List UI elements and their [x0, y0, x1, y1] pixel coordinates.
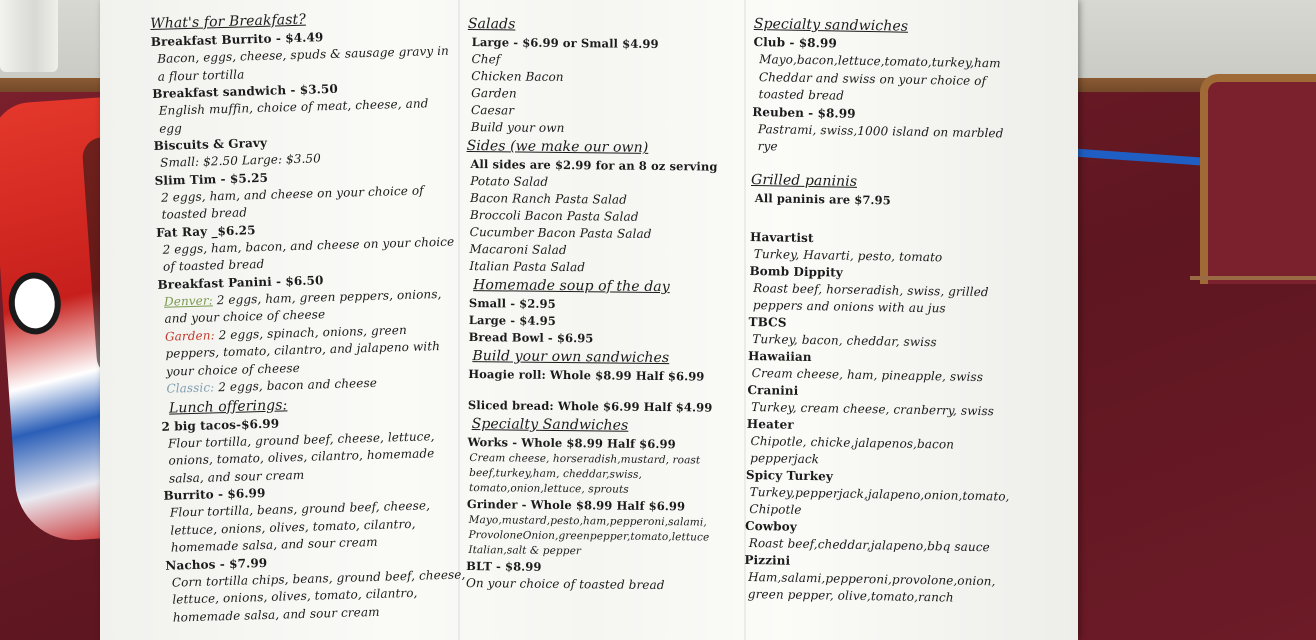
- side-item: Cucumber Bacon Pasta Salad: [469, 225, 652, 241]
- section-heading-paninis: Grilled paninis: [750, 171, 858, 190]
- panini-name: Cranini: [747, 382, 799, 398]
- salad-item: Chef: [471, 52, 501, 67]
- menu-item-desc: Pastrami, swiss,1000 island on marbled rye: [757, 121, 1004, 154]
- panini-name: Spicy Turkey: [745, 467, 834, 483]
- variant-desc: 2 eggs, spinach, onions, green peppers, tomato, cilantro, and jalapeno with your choice of cheese: [165, 322, 441, 379]
- panini-desc: Turkey, bacon, cheddar, swiss: [752, 331, 937, 349]
- panini-desc: Roast beef, horseradish, swiss, grilled peppers and onions with au jus: [752, 280, 989, 315]
- menu-item-title: Breakfast Burrito - $4.49: [150, 30, 324, 49]
- side-item: Potato Salad: [470, 174, 549, 189]
- menu-item-title: Breakfast Panini - $6.50: [157, 272, 324, 292]
- menu-sheet: [100, 0, 1078, 640]
- menu-item-title: Slim Tim - $5.25: [154, 170, 269, 188]
- panini-name: Pizzini: [744, 552, 791, 568]
- panini-desc: Turkey, cream cheese, cranberry, swiss: [751, 399, 995, 418]
- wall-pipe: [0, 0, 58, 72]
- menu-item-title: Grinder - Whole $8.99 Half $6.99: [466, 497, 686, 514]
- panini-name: TBCS: [748, 314, 787, 330]
- menu-item-title: BLT - $8.99: [466, 559, 542, 574]
- menu-item-title: Breakfast sandwich - $3.50: [152, 81, 339, 101]
- chip-bag-logo-icon: [7, 271, 63, 336]
- variant-desc: 2 eggs, ham, green peppers, onions, and your choice of cheese: [164, 286, 442, 326]
- panini-desc: Ham,salami,pepperoni,provolone,onion, green pepper, olive,tomato,ranch: [747, 569, 996, 605]
- section-heading-sides: Sides (we make our own): [466, 137, 649, 156]
- variant-label: Garden:: [164, 327, 215, 344]
- menu-item-desc: On your choice of toasted bread: [465, 576, 665, 593]
- menu-item-desc: Bacon, eggs, cheese, spuds & sausage gravy in a flour tortilla: [157, 43, 450, 84]
- menu-item-title: Fat Ray _$6.25: [155, 222, 256, 240]
- menu-item-title: Biscuits & Gravy: [153, 135, 268, 153]
- menu-item-desc: English muffin, choice of meat, cheese, and egg: [158, 96, 429, 136]
- variant-label: Classic:: [166, 380, 215, 396]
- menu-item-title: Burrito - $6.99: [163, 485, 266, 503]
- menu-item-title: Works - Whole $8.99 Half $6.99: [467, 435, 676, 452]
- salad-item: Garden: [471, 86, 517, 101]
- variant-desc: 2 eggs, bacon and cheese: [214, 375, 378, 395]
- menu-item-title: Reuben - $8.99: [752, 104, 856, 121]
- panini-name: Bomb Dippity: [749, 263, 844, 280]
- menu-item-title: Nachos - $7.99: [165, 555, 268, 573]
- menu-item-desc: Mayo,mustard,pesto,ham,pepperoni,salami, ProvoloneOnion,greenpepper,tomato,lettuce Italian,salt & pepper: [468, 514, 710, 558]
- panini-name: Hawaiian: [747, 348, 812, 364]
- section-heading-soup: Homemade soup of the day: [473, 277, 670, 296]
- section-heading-salads: Salads: [467, 15, 516, 33]
- panini-desc: Cream cheese, ham, pineapple, swiss: [751, 365, 984, 384]
- side-item: Bacon Ranch Pasta Salad: [469, 191, 628, 207]
- soup-price: Bread Bowl - $6.95: [468, 330, 594, 346]
- salad-item: Build your own: [470, 120, 565, 136]
- panini-name: Heater: [746, 416, 794, 432]
- menu-item-desc: Cream cheese, horseradish,mustard, roast beef,turkey,ham, cheddar,swiss, tomato,onion,lettuce, sprouts: [468, 452, 701, 496]
- salad-item: Chicken Bacon: [471, 69, 564, 85]
- sides-note: All sides are $2.99 for an 8 oz serving: [470, 157, 718, 174]
- menu-item-desc: Flour tortilla, ground beef, cheese, lettuce, onions, tomato, olives, cilantro, homemade salsa, and sour cream: [167, 428, 435, 486]
- panini-variant-garden: [159, 320, 460, 381]
- side-item: Broccoli Bacon Pasta Salad: [469, 208, 639, 224]
- panini-name: Cowboy: [744, 518, 798, 534]
- menu-item-desc: 2 eggs, ham, and cheese on your choice of toasted bread: [160, 182, 424, 222]
- menu-item-desc: Flour tortilla, beans, ground beef, cheese, lettuce, onions, olives, tomato, cilantro, homemade salsa, and sour cream: [169, 498, 431, 555]
- menu-item-desc: Small: $2.50 Large: $3.50: [159, 151, 322, 170]
- menu-column-breakfast: [150, 6, 467, 627]
- panini-desc: Turkey,pepperjack,jalapeno,onion,tomato, Chipotle: [749, 484, 1010, 517]
- soup-price: Small - $2.95: [468, 296, 556, 311]
- booth-seam: [1190, 276, 1316, 280]
- menu-item-desc: Corn tortilla chips, beans, ground beef, cheese, lettuce, onions, olives, tomato, cilantro, homemade salsa, and sour cream: [171, 566, 466, 625]
- section-heading-breakfast: What's for Breakfast?: [150, 11, 307, 32]
- section-heading-lunch: Lunch offerings:: [168, 396, 288, 417]
- variant-label: Denver:: [163, 292, 214, 309]
- booth-seat-back: [1200, 74, 1316, 284]
- paninis-note: All paninis are $7.95: [754, 190, 891, 207]
- panini-name: Havartist: [749, 229, 814, 245]
- section-heading-specialty-sandwiches: Specialty sandwiches: [753, 15, 909, 35]
- menu-item-title: Club - $8.99: [753, 34, 837, 51]
- side-item: Macaroni Salad: [469, 242, 567, 258]
- byo-price: Sliced bread: Whole $6.99 Half $4.99: [467, 398, 713, 415]
- menu-column-salads: [462, 14, 743, 595]
- menu-column-sandwiches: [744, 14, 1024, 607]
- byo-price: Hoagie roll: Whole $8.99 Half $6.99: [468, 367, 705, 384]
- side-item: Italian Pasta Salad: [469, 259, 586, 275]
- menu-item-desc: Mayo,bacon,lettuce,tomato,turkey,ham Cheddar and swiss on your choice of toasted bread: [758, 52, 1001, 103]
- menu-item-desc: 2 eggs, ham, bacon, and cheese on your choice of toasted bread: [162, 234, 455, 274]
- panini-desc: Turkey, Havarti, pesto, tomato: [753, 246, 943, 264]
- panini-desc: Chipotle, chicke,jalapenos,bacon pepperjack: [750, 433, 955, 466]
- section-heading-build-your-own: Build your own sandwiches: [472, 348, 670, 367]
- salads-price: Large - $6.99 or Small $4.99: [471, 35, 659, 51]
- soup-price: Large - $4.95: [468, 313, 556, 328]
- salad-item: Caesar: [470, 103, 515, 118]
- panini-desc: Roast beef,cheddar,jalapeno,bbq sauce: [748, 535, 990, 554]
- menu-item-title: 2 big tacos-$6.99: [161, 416, 280, 434]
- section-heading-specialty: Specialty Sandwiches: [471, 416, 629, 434]
